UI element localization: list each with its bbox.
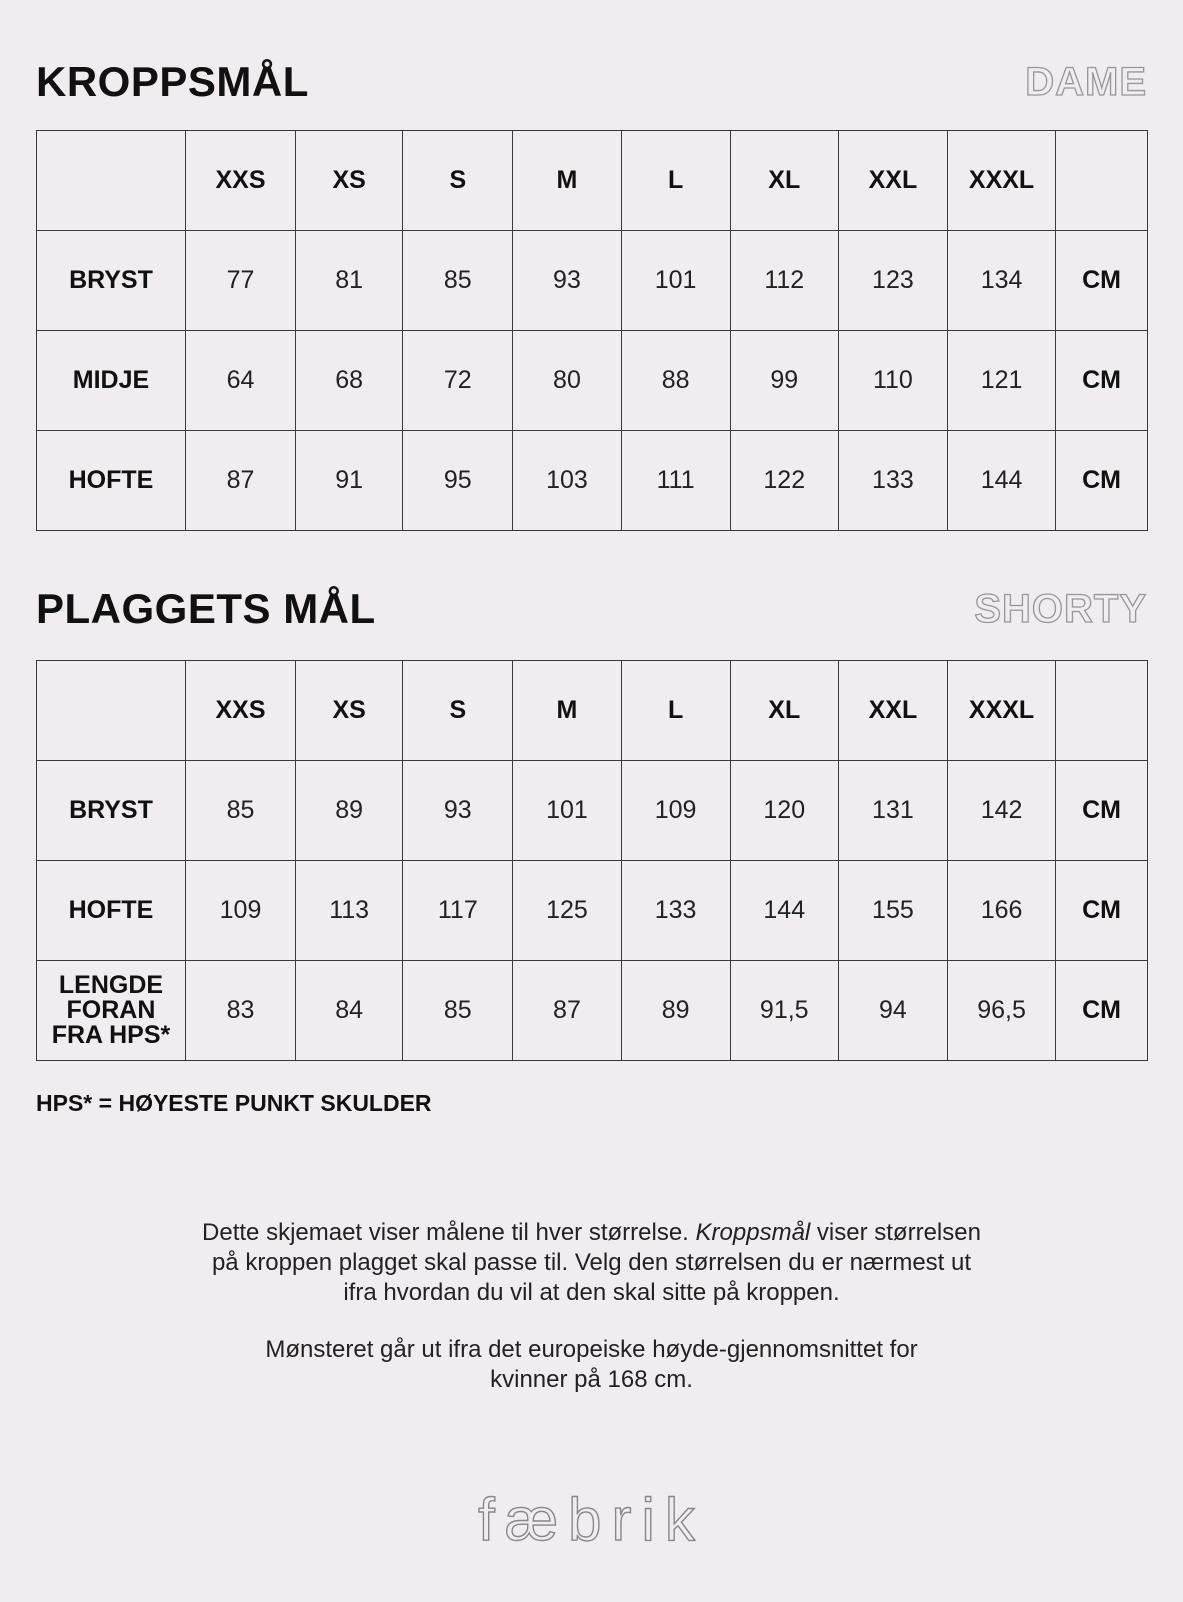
value-cell: 93 <box>403 761 513 861</box>
unit-cell: CM <box>1056 431 1148 531</box>
row-label: BRYST <box>37 231 186 331</box>
value-cell: 123 <box>838 231 947 331</box>
value-cell: 89 <box>621 961 730 1061</box>
description-emphasis: Kroppsmål <box>695 1219 811 1246</box>
model-tag: SHORTY <box>974 587 1147 631</box>
size-header: XXL <box>838 661 947 761</box>
value-cell: 144 <box>730 861 838 961</box>
value-cell: 87 <box>513 961 621 1061</box>
size-header: XL <box>730 661 838 761</box>
body-measurements-table <box>36 130 1148 531</box>
value-cell: 80 <box>513 331 621 431</box>
value-cell: 134 <box>947 231 1055 331</box>
value-cell: 83 <box>185 961 295 1061</box>
value-cell: 85 <box>403 231 513 331</box>
value-cell: 133 <box>621 861 730 961</box>
size-header-row <box>37 661 1148 761</box>
size-header: S <box>403 131 513 231</box>
value-cell: 121 <box>947 331 1055 431</box>
table-row <box>37 231 1148 331</box>
size-header: L <box>621 131 730 231</box>
value-cell: 133 <box>838 431 947 531</box>
value-cell: 87 <box>185 431 295 531</box>
value-cell: 84 <box>296 961 403 1061</box>
value-cell: 72 <box>403 331 513 431</box>
size-header: XXS <box>185 661 295 761</box>
value-cell: 142 <box>947 761 1055 861</box>
value-cell: 101 <box>621 231 730 331</box>
hps-footnote: HPS* = HØYESTE PUNKT SKULDER <box>36 1090 432 1116</box>
table-row <box>37 331 1148 431</box>
table-row <box>37 861 1148 961</box>
size-header: L <box>621 661 730 761</box>
unit-cell: CM <box>1056 761 1148 861</box>
row-label: HOFTE <box>37 861 186 961</box>
brand-logo: fæbrik <box>478 1486 705 1553</box>
garment-measurements-title: PLAGGETS MÅL <box>36 585 376 632</box>
size-header: XXXL <box>947 661 1055 761</box>
row-label-line: FORAN <box>66 996 156 1024</box>
size-header: S <box>403 661 513 761</box>
corner-cell <box>37 131 186 231</box>
value-cell: 77 <box>185 231 295 331</box>
value-cell: 95 <box>403 431 513 531</box>
value-cell: 94 <box>838 961 947 1061</box>
unit-cell: CM <box>1056 961 1148 1061</box>
value-cell: 85 <box>403 961 513 1061</box>
value-cell: 117 <box>403 861 513 961</box>
size-header: XXL <box>838 131 947 231</box>
value-cell: 113 <box>296 861 403 961</box>
value-cell: 64 <box>185 331 295 431</box>
value-cell: 131 <box>838 761 947 861</box>
size-header: M <box>513 131 621 231</box>
value-cell: 81 <box>296 231 403 331</box>
garment-measurements-table <box>36 660 1148 1061</box>
unit-header-cell <box>1056 661 1148 761</box>
body-measurements-title: KROPPSMÅL <box>36 58 309 105</box>
unit-cell: CM <box>1056 231 1148 331</box>
value-cell: 125 <box>513 861 621 961</box>
description-text: viser størrelsen på kroppen plagget skal passe til. Velg den størrelsen du er nærmest ut ifra hvordan du vil at den skal sitte på kroppen. <box>211 1219 981 1306</box>
value-cell: 96,5 <box>947 961 1055 1061</box>
size-header: M <box>513 661 621 761</box>
size-header: XL <box>730 131 838 231</box>
table-row <box>37 431 1148 531</box>
row-label-line: FRA HPS* <box>51 1021 171 1049</box>
unit-cell: CM <box>1056 331 1148 431</box>
table-row <box>37 961 1148 1061</box>
table-row <box>37 761 1148 861</box>
value-cell: 166 <box>947 861 1055 961</box>
value-cell: 85 <box>185 761 295 861</box>
value-cell: 68 <box>296 331 403 431</box>
gender-tag: DAME <box>1025 60 1147 104</box>
value-cell: 88 <box>621 331 730 431</box>
corner-cell <box>37 661 186 761</box>
value-cell: 93 <box>513 231 621 331</box>
value-cell: 120 <box>730 761 838 861</box>
value-cell: 111 <box>621 431 730 531</box>
unit-header-cell <box>1056 131 1148 231</box>
size-header: XXXL <box>947 131 1055 231</box>
value-cell: 122 <box>730 431 838 531</box>
value-cell: 99 <box>730 331 838 431</box>
value-cell: 110 <box>838 331 947 431</box>
value-cell: 103 <box>513 431 621 531</box>
size-header: XXS <box>185 131 295 231</box>
value-cell: 101 <box>513 761 621 861</box>
row-label: HOFTE <box>37 431 186 531</box>
value-cell: 112 <box>730 231 838 331</box>
row-label: MIDJE <box>37 331 186 431</box>
value-cell: 89 <box>296 761 403 861</box>
value-cell: 144 <box>947 431 1055 531</box>
description-paragraph-2 <box>0 1335 1183 1395</box>
size-header: XS <box>296 131 403 231</box>
row-label-line: LENGDE <box>58 971 164 999</box>
description-text: Dette skjemaet viser målene til hver størrelse. <box>202 1219 689 1246</box>
size-header: XS <box>296 661 403 761</box>
unit-cell: CM <box>1056 861 1148 961</box>
row-label: BRYST <box>37 761 186 861</box>
size-header-row <box>37 131 1148 231</box>
row-label-multiline <box>37 961 186 1061</box>
value-cell: 109 <box>185 861 295 961</box>
value-cell: 91 <box>296 431 403 531</box>
description-paragraph-1 <box>0 1218 1183 1308</box>
value-cell: 109 <box>621 761 730 861</box>
description-text: Mønsteret går ut ifra det europeiske høyde-gjennomsnittet for kvinner på 168 cm. <box>265 1336 918 1393</box>
value-cell: 91,5 <box>730 961 838 1061</box>
value-cell: 155 <box>838 861 947 961</box>
